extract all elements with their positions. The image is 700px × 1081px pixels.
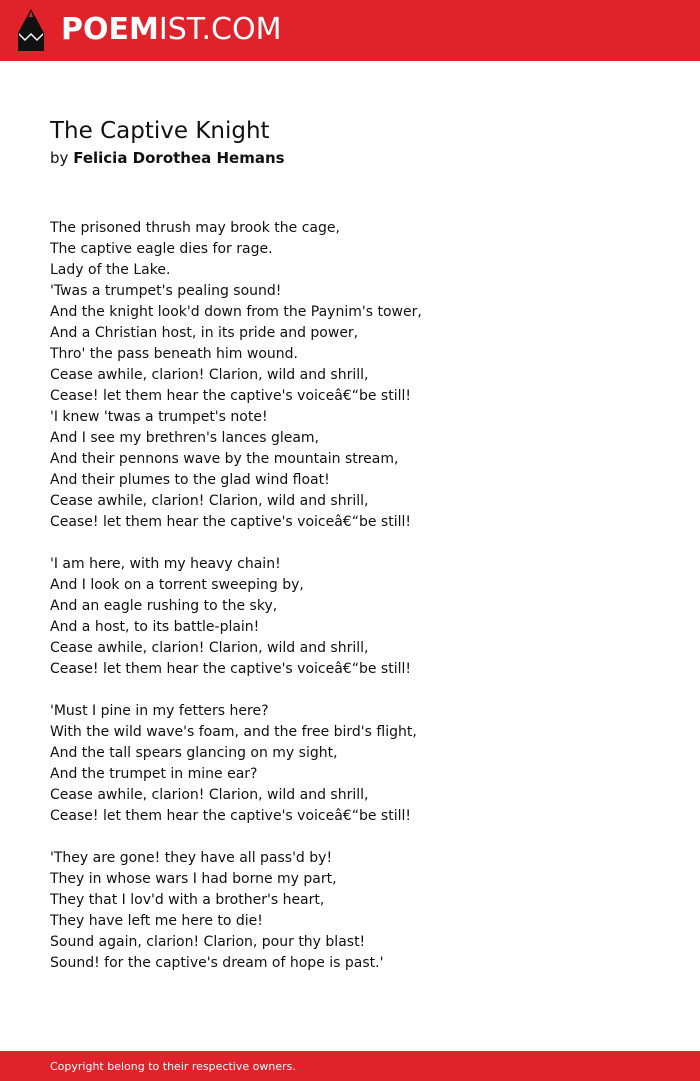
poem-byline	[50, 148, 285, 168]
poem-line: 'I knew 'twas a trumpet's note!	[50, 409, 268, 425]
poem-line: 'Twas a trumpet's pealing sound!	[50, 283, 282, 299]
poem-line: Cease! let them hear the captive's voiceâ€“be still!	[50, 388, 411, 404]
site-logo-link[interactable]	[18, 9, 281, 51]
poem-line: The prisoned thrush may brook the cage,	[50, 220, 340, 236]
poem-line: Cease! let them hear the captive's voiceâ€“be still!	[50, 514, 411, 530]
poem-line: 'They are gone! they have all pass'd by!	[50, 850, 333, 866]
poem-line: And a host, to its battle-plain!	[50, 619, 260, 635]
poem-stanza	[50, 701, 670, 827]
poem-line: Cease awhile, clarion! Clarion, wild and shrill,	[50, 367, 369, 383]
poem-line: Cease awhile, clarion! Clarion, wild and shrill,	[50, 640, 369, 656]
by-label: by	[50, 149, 69, 167]
poem-line: Sound! for the captive's dream of hope is past.'	[50, 955, 384, 971]
poem-line: And I look on a torrent sweeping by,	[50, 577, 304, 593]
site-footer	[0, 1051, 700, 1081]
poem-line: And the knight look'd down from the Paynim's tower,	[50, 304, 422, 320]
poem-line: Cease awhile, clarion! Clarion, wild and shrill,	[50, 493, 369, 509]
poem-stanza	[50, 554, 670, 680]
poem-line: And an eagle rushing to the sky,	[50, 598, 278, 614]
pencil-icon	[18, 9, 44, 51]
poem-line: With the wild wave's foam, and the free bird's flight,	[50, 724, 417, 740]
poem-body	[50, 218, 670, 995]
site-logo-text	[61, 9, 281, 51]
poem-line: Cease awhile, clarion! Clarion, wild and shrill,	[50, 787, 369, 803]
poem-line: And their plumes to the glad wind float!	[50, 472, 330, 488]
poem-line: 'I am here, with my heavy chain!	[50, 556, 281, 572]
poem-line: And I see my brethren's lances gleam,	[50, 430, 320, 446]
site-header	[0, 0, 700, 61]
poem-line: They that I lov'd with a brother's heart,	[50, 892, 325, 908]
poem-line: And the tall spears glancing on my sight,	[50, 745, 338, 761]
logo-brand-bold: POEM	[61, 12, 159, 47]
poem-line: Sound again, clarion! Clarion, pour thy blast!	[50, 934, 366, 950]
poem-line: And a Christian host, in its pride and power,	[50, 325, 359, 341]
poem-line: Cease! let them hear the captive's voiceâ€“be still!	[50, 661, 411, 677]
poem-line: 'Must I pine in my fetters here?	[50, 703, 269, 719]
poem-line: The captive eagle dies for rage.	[50, 241, 273, 257]
poem-stanza	[50, 848, 670, 974]
poem-line: Lady of the Lake.	[50, 262, 171, 278]
poem-line: And their pennons wave by the mountain stream,	[50, 451, 399, 467]
poem-title: The Captive Knight	[50, 118, 270, 144]
poem-author: Felicia Dorothea Hemans	[73, 149, 285, 167]
poem-line: They have left me here to die!	[50, 913, 263, 929]
poem-line: They in whose wars I had borne my part,	[50, 871, 337, 887]
logo-brand-light: IST.COM	[158, 12, 282, 47]
poem-line: And the trumpet in mine ear?	[50, 766, 258, 782]
poem-line: Cease! let them hear the captive's voiceâ€“be still!	[50, 808, 411, 824]
poem-line: Thro' the pass beneath him wound.	[50, 346, 298, 362]
poem-stanza	[50, 218, 670, 533]
footer-copyright: Copyright belong to their respective owners.	[50, 1060, 296, 1073]
